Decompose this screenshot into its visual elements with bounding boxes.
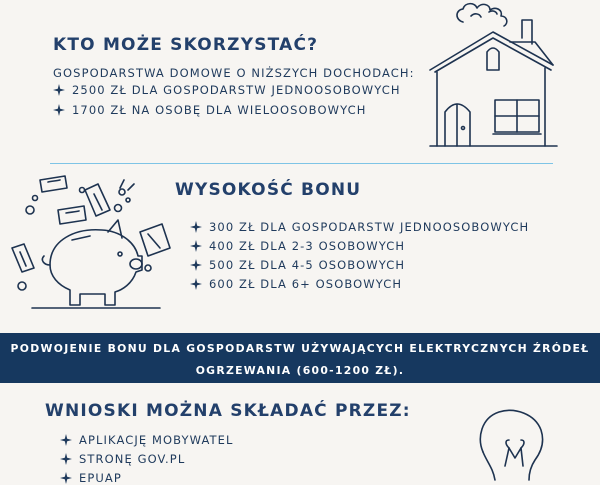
banner-line-2: OGRZEWANIA (600-1200 ZŁ). (195, 364, 405, 377)
list-item-text: APLIKACJĘ MOBYWATEL (79, 433, 234, 447)
star-bullet-icon (190, 259, 202, 271)
star-bullet-icon (53, 104, 65, 116)
eligibility-title: KTO MOŻE SKORZYSTAĆ? (53, 35, 319, 55)
list-item-text: 1700 ZŁ NA OSOBĘ DLA WIELOOSOBOWYCH (72, 103, 367, 117)
list-item-text: 500 ZŁ DLA 4-5 OSOBOWYCH (209, 258, 406, 272)
list-item (190, 277, 402, 291)
list-item (190, 258, 405, 272)
section-divider (50, 163, 553, 164)
list-item (60, 433, 234, 447)
list-item (60, 471, 122, 485)
star-bullet-icon (190, 221, 202, 233)
star-bullet-icon (53, 84, 65, 96)
list-item (53, 103, 366, 117)
list-item-text: 600 ZŁ DLA 6+ OSOBOWYCH (209, 277, 403, 291)
list-item (53, 83, 401, 97)
star-bullet-icon (60, 453, 72, 465)
list-item-text: 2500 ZŁ DLA GOSPODARSTW JEDNOOSOBOWYCH (72, 83, 401, 97)
star-bullet-icon (190, 240, 202, 252)
list-item (190, 220, 529, 234)
piggy-bank-icon (10, 170, 180, 320)
list-item-text: STRONĘ GOV.PL (79, 452, 186, 466)
doubling-banner (0, 333, 600, 383)
star-bullet-icon (60, 434, 72, 446)
list-item-text: 300 ZŁ DLA GOSPODARSTW JEDNOOSOBOWYCH (209, 220, 530, 234)
list-item (60, 452, 185, 466)
list-item-text: 400 ZŁ DLA 2-3 OSOBOWYCH (209, 239, 406, 253)
list-item-text: EPUAP (79, 471, 122, 485)
star-bullet-icon (60, 472, 72, 484)
light-bulb-icon (475, 408, 555, 480)
star-bullet-icon (190, 278, 202, 290)
eligibility-subtitle: GOSPODARSTWA DOMOWE O NIŻSZYCH DOCHODACH: (53, 66, 415, 80)
banner-line-1: PODWOJENIE BONU DLA GOSPODARSTW UŻYWAJĄCYCH ELEKTRYCZNYCH ŹRÓDEŁ (10, 342, 590, 355)
house-icon (425, 0, 565, 150)
application-channels-title: WNIOSKI MOŻNA SKŁADAĆ PRZEZ: (45, 401, 411, 421)
bonus-amount-title: WYSOKOŚĆ BONU (175, 180, 362, 200)
list-item (190, 239, 405, 253)
